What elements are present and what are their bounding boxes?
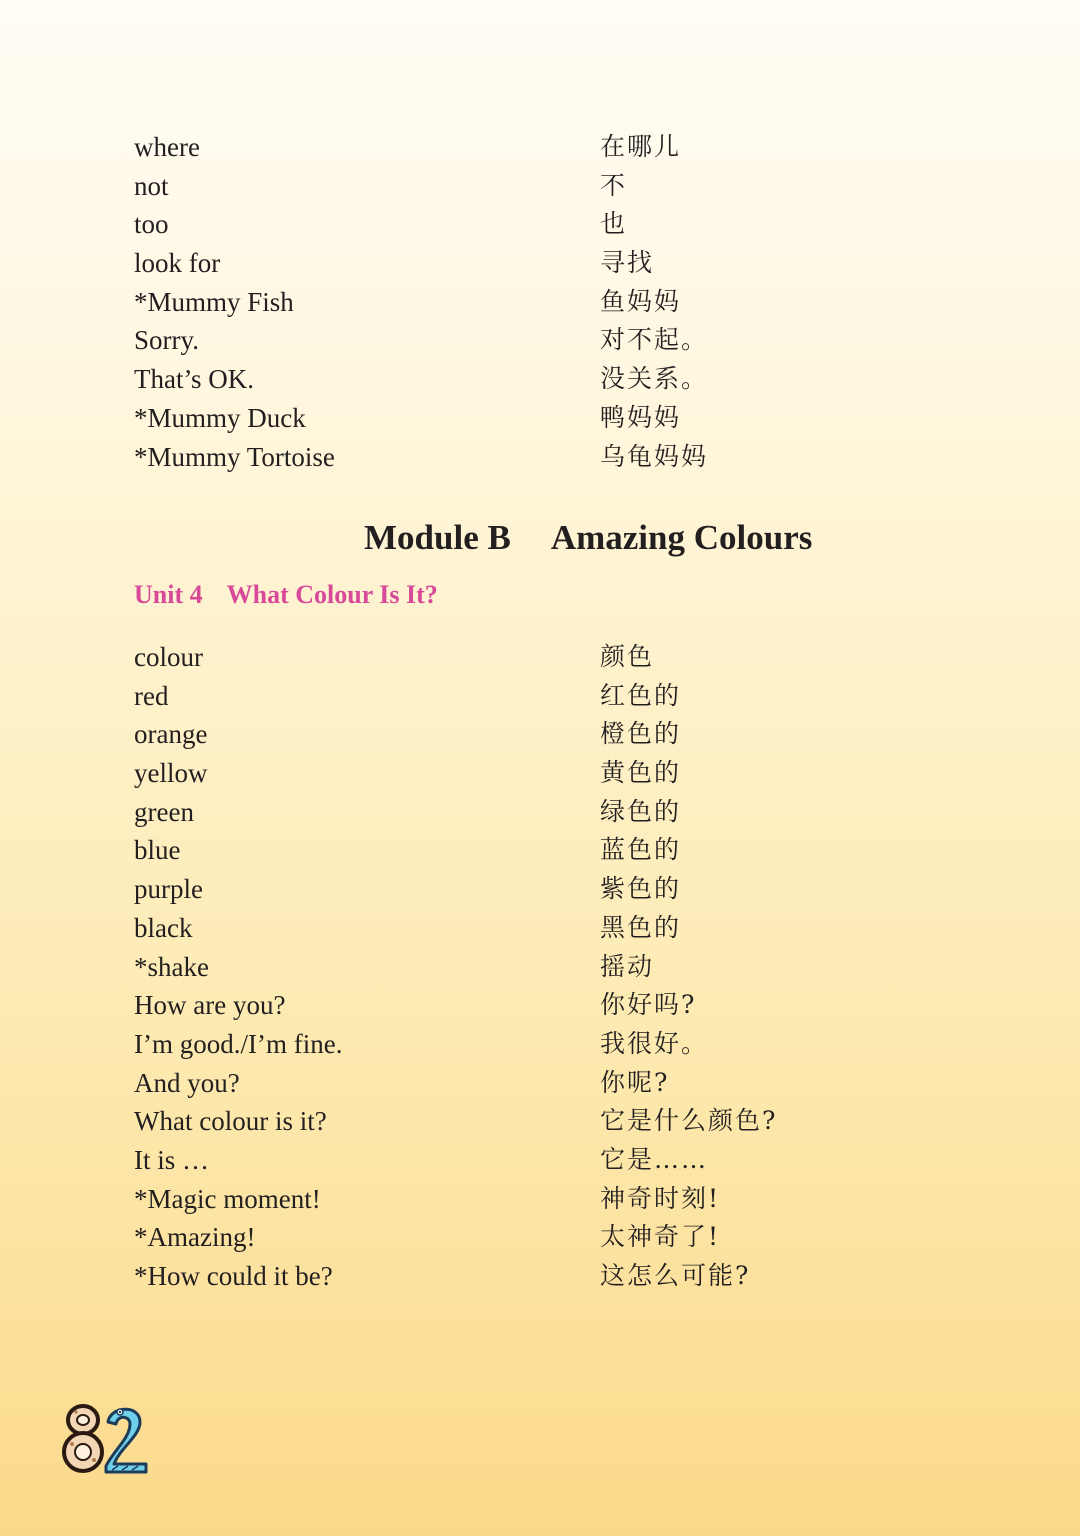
vocab-row: [134, 756, 934, 795]
vocab-list-unit3: [134, 130, 934, 478]
vocab-row: [134, 169, 934, 208]
vocab-row: [134, 679, 934, 718]
chinese-meaning: 蓝色的: [600, 835, 682, 865]
chinese-meaning: 绿色的: [600, 796, 682, 826]
english-word: *How could it be?: [134, 1261, 333, 1291]
vocab-row: [134, 323, 934, 362]
digit-eight-icon: [64, 1406, 102, 1471]
english-word: What colour is it?: [134, 1106, 327, 1137]
vocab-row: [134, 1143, 934, 1182]
english-word: green: [134, 796, 194, 827]
chinese-meaning: 对不起。: [600, 325, 709, 355]
chinese-meaning: 不: [600, 170, 628, 200]
english-word: *shake: [134, 951, 209, 982]
module-label: Module B: [364, 518, 511, 557]
vocab-row: [134, 1066, 934, 1105]
chinese-meaning: 神奇时刻!: [600, 1183, 721, 1213]
chinese-meaning: 紫色的: [600, 874, 682, 904]
vocab-row: [134, 362, 934, 401]
english-word: *Amazing!: [134, 1222, 256, 1253]
page-number-graphic: [58, 1400, 150, 1476]
vocab-row: [134, 872, 934, 911]
chinese-meaning: 我很好。: [600, 1028, 709, 1058]
english-word: look for: [134, 248, 221, 279]
vocab-row: [134, 130, 934, 169]
page-number: [58, 1400, 150, 1476]
vocab-row: [134, 285, 934, 324]
chinese-meaning: 在哪儿: [600, 132, 682, 161]
digit-two-icon: [106, 1409, 146, 1472]
english-word: Sorry.: [134, 325, 199, 356]
chinese-meaning: 摇动: [600, 951, 655, 981]
chinese-meaning: 黑色的: [600, 912, 682, 942]
english-word: *Magic moment!: [134, 1183, 321, 1214]
vocab-row: [134, 795, 934, 834]
chinese-meaning: 它是什么颜色?: [600, 1106, 778, 1136]
vocab-row: [134, 207, 934, 246]
chinese-meaning: 你好吗?: [600, 990, 697, 1020]
vocab-row: [134, 1259, 934, 1298]
unit-label: Unit 4: [134, 580, 203, 609]
chinese-meaning: 也: [600, 209, 628, 239]
vocab-row: [134, 911, 934, 950]
module-title: [364, 518, 812, 558]
chinese-meaning: 黄色的: [600, 758, 682, 788]
chinese-meaning: 太神奇了!: [600, 1222, 721, 1252]
chinese-meaning: 橙色的: [600, 719, 682, 749]
chinese-meaning: 红色的: [600, 680, 682, 710]
vocab-row: [134, 988, 934, 1027]
vocab-list-unit4: [134, 640, 934, 1298]
unit-title: [134, 580, 438, 610]
chinese-meaning: 这怎么可能?: [600, 1261, 751, 1290]
vocab-row: [134, 1104, 934, 1143]
vocab-row: [134, 717, 934, 756]
english-word: yellow: [134, 758, 208, 789]
vocab-row: [134, 440, 934, 479]
english-word: colour: [134, 642, 203, 672]
chinese-meaning: 它是……: [600, 1144, 709, 1174]
english-word: too: [134, 209, 169, 240]
vocab-row: [134, 1027, 934, 1066]
vocab-row: [134, 1182, 934, 1221]
english-word: And you?: [134, 1067, 240, 1098]
chinese-meaning: 乌龟妈妈: [600, 441, 709, 471]
english-word: not: [134, 170, 169, 201]
english-word: blue: [134, 835, 181, 866]
chinese-meaning: 颜色: [600, 642, 655, 671]
english-word: where: [134, 132, 200, 162]
module-name: Amazing Colours: [550, 518, 813, 557]
english-word: *Mummy Fish: [134, 286, 294, 317]
chinese-meaning: 没关系。: [600, 364, 709, 394]
chinese-meaning: 寻找: [600, 248, 655, 278]
vocab-row: [134, 640, 934, 679]
english-word: red: [134, 680, 169, 711]
english-word: purple: [134, 874, 203, 905]
vocab-row: [134, 246, 934, 285]
vocab-row: [134, 950, 934, 989]
english-word: *Mummy Tortoise: [134, 441, 335, 472]
english-word: orange: [134, 719, 208, 750]
vocab-row: [134, 1220, 934, 1259]
chinese-meaning: 鸭妈妈: [600, 402, 682, 432]
english-word: black: [134, 912, 193, 943]
vocab-row: [134, 833, 934, 872]
chinese-meaning: 你呢?: [600, 1067, 670, 1097]
english-word: That’s OK.: [134, 364, 254, 395]
english-word: It is …: [134, 1144, 210, 1175]
unit-name: What Colour Is It?: [226, 580, 438, 609]
vocab-row: [134, 401, 934, 440]
english-word: I’m good./I’m fine.: [134, 1028, 343, 1059]
chinese-meaning: 鱼妈妈: [600, 286, 682, 316]
english-word: *Mummy Duck: [134, 402, 306, 433]
english-word: How are you?: [134, 990, 286, 1021]
